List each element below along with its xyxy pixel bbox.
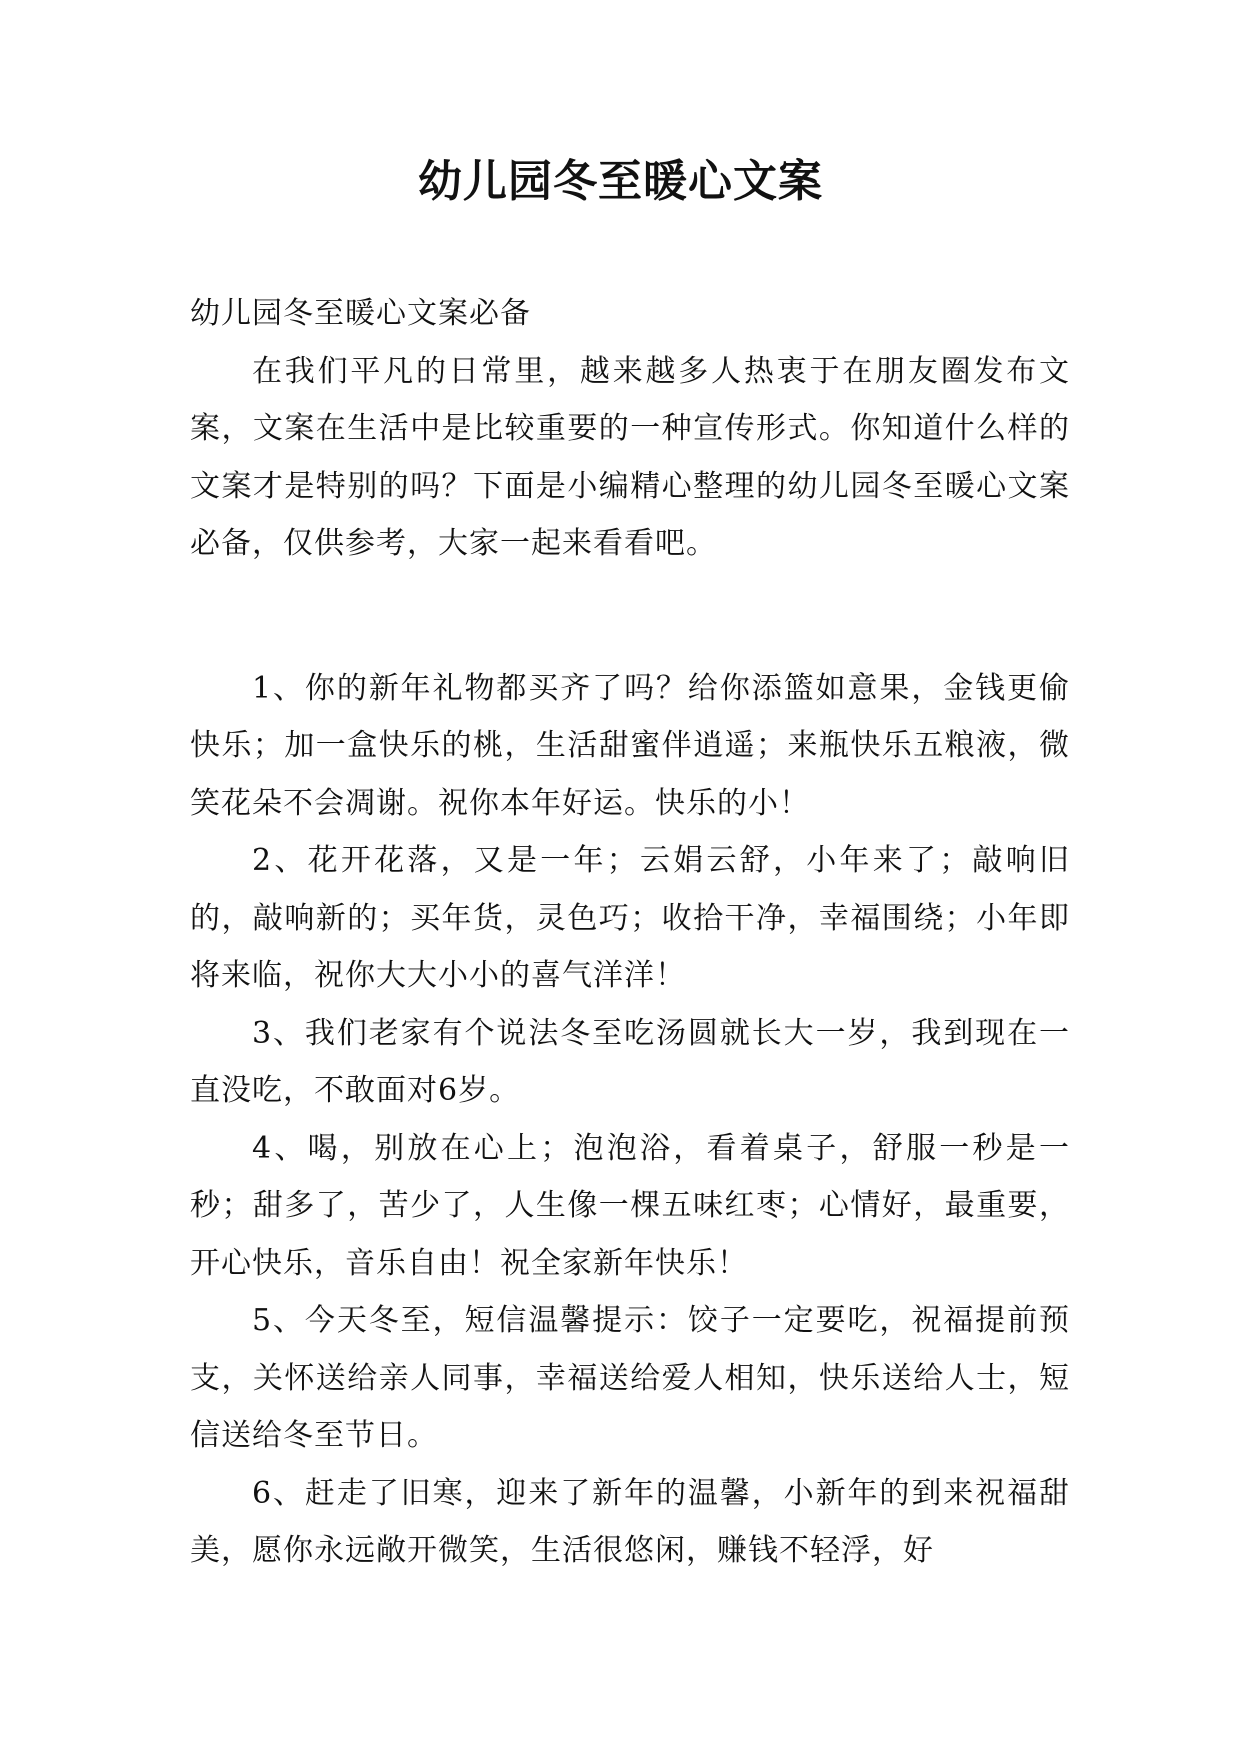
document-subtitle: 幼儿园冬至暖心文案必备	[190, 296, 531, 331]
paragraph-spacer	[190, 573, 1070, 660]
document-title: 幼儿园冬至暖心文案	[418, 156, 823, 207]
intro-paragraph: 在我们平凡的日常里，越来越多人热衷于在朋友圈发布文案，文案在生活中是比较重要的一种宣传形式。你知道什么样的文案才是特别的吗？下面是小编精心整理的幼儿园冬至暖心文案必备，仅供参考，大家一起来看看吧。	[190, 353, 1070, 561]
list-item-3: 3、我们老家有个说法冬至吃汤圆就长大一岁，我到现在一直没吃，不敢面对6岁。	[190, 1015, 1070, 1108]
list-item-4: 4、喝，别放在心上；泡泡浴，看着桌子，舒服一秒是一秒；甜多了，苦少了，人生像一棵五味红枣；心情好，最重要，开心快乐，音乐自由！祝全家新年快乐！	[190, 1130, 1070, 1281]
list-item-5: 5、今天冬至，短信温馨提示：饺子一定要吃，祝福提前预支，关怀送给亲人同事，幸福送给爱人相知，快乐送给人士，短信送给冬至节日。	[190, 1303, 1070, 1453]
document-body	[190, 285, 1070, 1580]
list-item-2: 2、花开花落，又是一年；云娟云舒，小年来了；敲响旧的，敲响新的；买年货，灵色巧；收拾干净，幸福围绕；小年即将来临，祝你大大小小的喜气洋洋！	[190, 843, 1070, 993]
list-item-1: 1、你的新年礼物都买齐了吗？给你添篮如意果，金钱更偷快乐；加一盒快乐的桃，生活甜蜜伴逍遥；来瓶快乐五粮液，微笑花朵不会凋谢。祝你本年好运。快乐的小！	[190, 670, 1070, 821]
list-item-6: 6、赶走了旧寒，迎来了新年的温馨，小新年的到来祝福甜美，愿你永远敞开微笑，生活很悠闲，赚钱不轻浮，好	[190, 1475, 1070, 1568]
